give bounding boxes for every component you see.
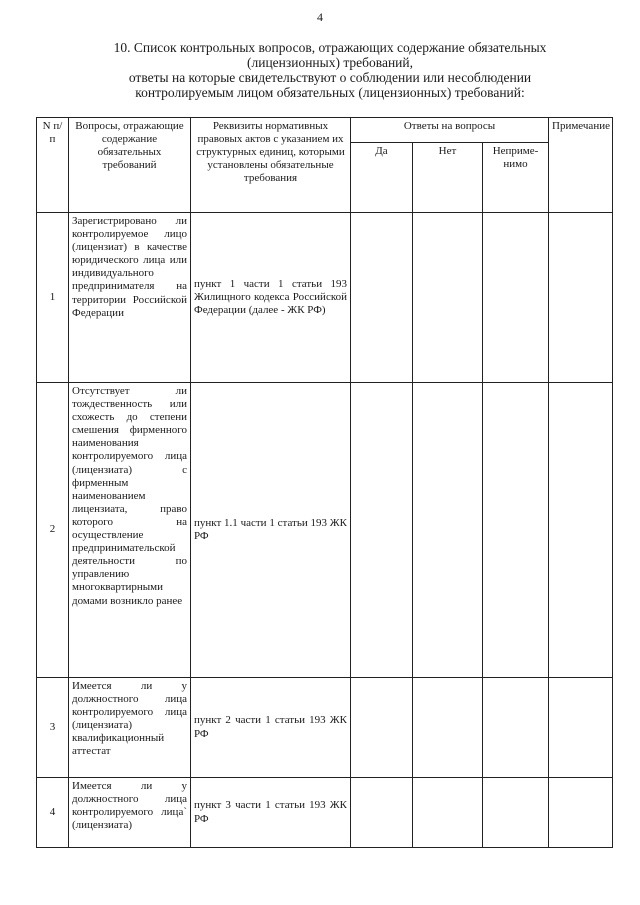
row-number: 2 [37,383,69,678]
note-cell[interactable] [549,383,613,678]
answer-no-cell[interactable] [413,383,483,678]
header-num: N п/п [37,118,69,213]
answer-no-cell[interactable] [413,213,483,383]
header-yes: Да [351,143,413,213]
table-row [37,383,613,678]
page-number: 4 [317,10,323,24]
header-note: Примечание [549,118,613,213]
section-heading [60,40,600,100]
checklist-table [36,117,613,848]
heading-line-4: контролируемым лицом обязательных (лицензионных) требований: [135,85,525,100]
row-number: 3 [37,678,69,778]
heading-line-1: 10. Список контрольных вопросов, отражающих содержание обязательных [113,40,547,55]
answer-na-cell[interactable] [483,678,549,778]
note-cell[interactable] [549,678,613,778]
heading-line-3: ответы на которые свидетельствуют о соблюдении или несоблюдении [128,70,532,85]
table-row [37,778,613,848]
header-questions: Вопросы, отражающие содержание обязательных требований [69,118,191,213]
answer-yes-cell[interactable] [351,778,413,848]
header-answers: Ответы на вопросы [351,118,549,143]
answer-no-cell[interactable] [413,778,483,848]
row-question: Имеется ли у должностного лица контролируемого лица` (лицензиата) [69,778,191,848]
row-requisite: пункт 2 части 1 статьи 193 ЖК РФ [191,678,351,778]
row-number: 4 [37,778,69,848]
table-row [37,213,613,383]
row-requisite: пункт 1.1 части 1 статьи 193 ЖК РФ [191,383,351,678]
answer-yes-cell[interactable] [351,383,413,678]
row-number: 1 [37,213,69,383]
note-cell[interactable] [549,213,613,383]
answer-na-cell[interactable] [483,778,549,848]
row-question: Имеется ли у должностного лица контролируемого лица (лицензиата) квалификационный аттестат [69,678,191,778]
row-requisite: пункт 3 части 1 статьи 193 ЖК РФ [191,778,351,848]
header-requisites: Реквизиты нормативных правовых актов с указанием их структурных единиц, которыми установлены обязательные требования [191,118,351,213]
answer-na-cell[interactable] [483,213,549,383]
header-na: Неприме-нимо [483,143,549,213]
table-row [37,678,613,778]
answer-yes-cell[interactable] [351,213,413,383]
row-question: Отсутствует ли тождественность или схожесть до степени смешения фирменного наименования контролируемого лица (лицензиата) с фирменным наименованием лицензиата, право которого на осуществление предпринимательской деятельности по управлению многоквартирными домами возникло ранее [69,383,191,678]
answer-na-cell[interactable] [483,383,549,678]
heading-line-2: (лицензионных) требований, [246,55,413,70]
header-no: Нет [413,143,483,213]
row-requisite: пункт 1 части 1 статьи 193 Жилищного кодекса Российской Федерации (далее - ЖК РФ) [191,213,351,383]
note-cell[interactable] [549,778,613,848]
answer-no-cell[interactable] [413,678,483,778]
row-question: Зарегистрировано ли контролируемое лицо (лицензиат) в качестве юридического лица или индивидуального предпринимателя на территории Российской Федерации [69,213,191,383]
answer-yes-cell[interactable] [351,678,413,778]
